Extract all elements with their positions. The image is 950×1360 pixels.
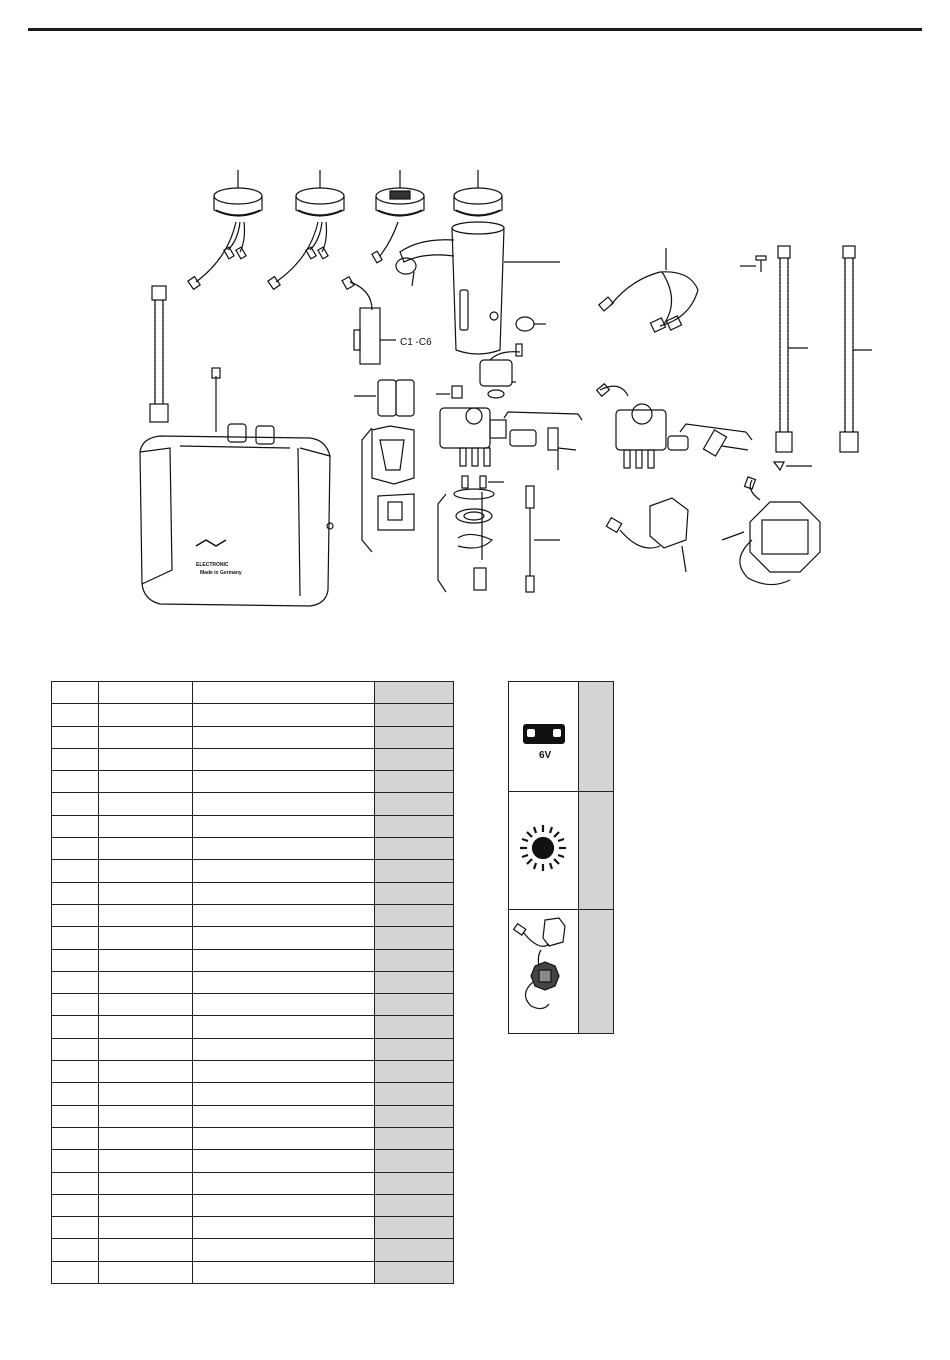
table-cell — [52, 994, 99, 1016]
table-cell — [52, 748, 99, 770]
table-cell — [52, 1239, 99, 1261]
table-cell — [52, 1038, 99, 1060]
table-cell — [52, 1194, 99, 1216]
mounting-brackets — [362, 426, 414, 552]
table-cell — [99, 1150, 193, 1172]
table-cell — [193, 838, 375, 860]
table-cell — [99, 771, 193, 793]
table-cell — [375, 1038, 454, 1060]
table-cell — [375, 1127, 454, 1149]
table-row — [52, 1016, 454, 1038]
table-cell — [375, 994, 454, 1016]
table-cell — [52, 860, 99, 882]
table-cell — [52, 882, 99, 904]
table-row — [52, 682, 454, 704]
table-row — [52, 1061, 454, 1083]
table-cell — [99, 927, 193, 949]
table-cell — [375, 860, 454, 882]
cap-plug — [516, 317, 534, 331]
table-cell — [52, 1105, 99, 1127]
table-row — [52, 1239, 454, 1261]
table-cell — [52, 815, 99, 837]
table-cell — [375, 1172, 454, 1194]
table-row — [52, 1038, 454, 1060]
table-row — [52, 1217, 454, 1239]
table-cell — [375, 838, 454, 860]
table-row — [52, 704, 454, 726]
table-cell — [375, 1239, 454, 1261]
table-cell — [375, 704, 454, 726]
table-cell — [375, 1083, 454, 1105]
table-cell — [193, 1016, 375, 1038]
table-cell — [375, 1261, 454, 1283]
table-cell — [375, 1217, 454, 1239]
table-row — [52, 793, 454, 815]
table-cell — [52, 793, 99, 815]
table-cell — [52, 949, 99, 971]
table-cell — [193, 1105, 375, 1127]
cartridge-stack — [438, 476, 504, 592]
table-cell — [99, 815, 193, 837]
extension-cable — [526, 486, 560, 592]
table-cell — [99, 1239, 193, 1261]
table-cell — [99, 1194, 193, 1216]
table-cell — [193, 1239, 375, 1261]
table-cell — [375, 682, 454, 704]
table-cell — [99, 748, 193, 770]
mains-option — [509, 910, 579, 1034]
table-cell — [193, 793, 375, 815]
table-cell — [52, 904, 99, 926]
table-row — [52, 904, 454, 926]
table-row — [52, 1127, 454, 1149]
table-cell — [375, 748, 454, 770]
table-cell — [193, 1261, 375, 1283]
plug-power-adapter — [606, 498, 688, 572]
braided-hose-left — [150, 286, 168, 422]
power-supply-options — [508, 681, 614, 1034]
table-cell — [375, 1194, 454, 1216]
table-cell — [193, 771, 375, 793]
table-cell — [99, 838, 193, 860]
battery-voltage-label: 6V — [539, 750, 552, 761]
table-cell — [99, 1105, 193, 1127]
table-cell — [375, 882, 454, 904]
sensor-cap-3-solar — [372, 170, 424, 263]
table-cell — [193, 1061, 375, 1083]
table-row — [52, 882, 454, 904]
table-cell — [52, 838, 99, 860]
table-cell — [99, 682, 193, 704]
table-cell — [52, 1127, 99, 1149]
table-cell — [99, 1016, 193, 1038]
table-cell — [52, 1172, 99, 1194]
table-cell — [375, 927, 454, 949]
table-cell — [193, 1127, 375, 1149]
table-cell — [193, 726, 375, 748]
table-cell — [193, 1083, 375, 1105]
table-cell — [193, 815, 375, 837]
table-cell — [99, 793, 193, 815]
table-row — [52, 927, 454, 949]
table-cell — [99, 1083, 193, 1105]
table-cell — [52, 1150, 99, 1172]
table-cell — [52, 682, 99, 704]
table-cell — [52, 971, 99, 993]
table-row — [52, 1172, 454, 1194]
table-cell — [193, 971, 375, 993]
sensor-module — [342, 277, 396, 364]
hose-washer — [774, 462, 784, 470]
table-cell — [375, 1061, 454, 1083]
sensor-cap-2 — [268, 170, 344, 289]
table-cell — [375, 771, 454, 793]
sensor-cap-1 — [188, 170, 262, 289]
table-cell — [193, 904, 375, 926]
table-cell — [375, 904, 454, 926]
table-cell — [193, 748, 375, 770]
table-row — [52, 949, 454, 971]
table-row — [52, 971, 454, 993]
table-cell — [52, 1061, 99, 1083]
braided-hose-2 — [840, 246, 872, 452]
table-cell — [52, 704, 99, 726]
solar-option — [509, 792, 579, 910]
table-cell — [193, 704, 375, 726]
table-cell — [99, 1172, 193, 1194]
table-cell — [52, 1016, 99, 1038]
table-cell — [52, 927, 99, 949]
table-row — [52, 771, 454, 793]
battery-pack — [354, 380, 414, 416]
table-cell — [193, 994, 375, 1016]
table-cell — [375, 726, 454, 748]
sun-icon — [520, 825, 566, 871]
table-cell — [99, 1217, 193, 1239]
table-cell — [52, 1261, 99, 1283]
transformer-box — [722, 477, 820, 585]
table-row — [52, 1150, 454, 1172]
table-row — [52, 860, 454, 882]
table-cell — [99, 994, 193, 1016]
mixing-valve-left — [440, 408, 582, 470]
table-row — [52, 994, 454, 1016]
table-cell — [99, 904, 193, 926]
table-cell — [99, 971, 193, 993]
logo-brand: ELECTRONIC — [196, 562, 229, 568]
table-row — [52, 1105, 454, 1127]
parts-list-table — [51, 681, 454, 1284]
table-cell — [99, 704, 193, 726]
table-cell — [193, 1194, 375, 1216]
battery-icon — [523, 724, 565, 744]
table-cell — [193, 1038, 375, 1060]
callout-c1-c6: C1 -C6 — [400, 337, 432, 348]
table-cell — [99, 1061, 193, 1083]
table-cell — [193, 682, 375, 704]
filter-insert — [452, 386, 462, 398]
braided-hose-1 — [776, 246, 808, 452]
table-cell — [375, 1016, 454, 1038]
table-cell — [375, 971, 454, 993]
table-cell — [99, 1038, 193, 1060]
table-cell — [193, 1150, 375, 1172]
table-row — [52, 748, 454, 770]
table-cell — [193, 1172, 375, 1194]
table-cell — [52, 1217, 99, 1239]
table-cell — [52, 771, 99, 793]
battery-option — [509, 682, 579, 792]
table-cell — [375, 949, 454, 971]
table-cell — [99, 1261, 193, 1283]
table-cell — [193, 927, 375, 949]
table-cell — [375, 1105, 454, 1127]
table-row — [52, 1194, 454, 1216]
table-cell — [193, 860, 375, 882]
table-cell — [99, 726, 193, 748]
mixing-valve-right — [597, 384, 752, 468]
table-row — [52, 726, 454, 748]
table-cell — [99, 860, 193, 882]
y-cable — [599, 248, 698, 332]
table-row — [52, 815, 454, 837]
logo-origin: Made in Germany — [200, 570, 242, 576]
faucet-body — [396, 222, 560, 354]
table-cell — [52, 726, 99, 748]
sensor-cap-4 — [454, 170, 502, 216]
table-cell — [99, 1127, 193, 1149]
table-cell — [375, 1150, 454, 1172]
table-cell — [375, 793, 454, 815]
power-adapter-icon — [514, 918, 565, 1009]
table-cell — [99, 882, 193, 904]
table-row — [52, 1261, 454, 1283]
table-row — [52, 838, 454, 860]
table-cell — [99, 949, 193, 971]
solenoid-valve — [480, 344, 522, 398]
table-cell — [52, 1083, 99, 1105]
screw — [740, 256, 766, 272]
table-cell — [375, 815, 454, 837]
table-cell — [193, 949, 375, 971]
table-cell — [193, 882, 375, 904]
table-cell — [193, 1217, 375, 1239]
table-row — [52, 1083, 454, 1105]
